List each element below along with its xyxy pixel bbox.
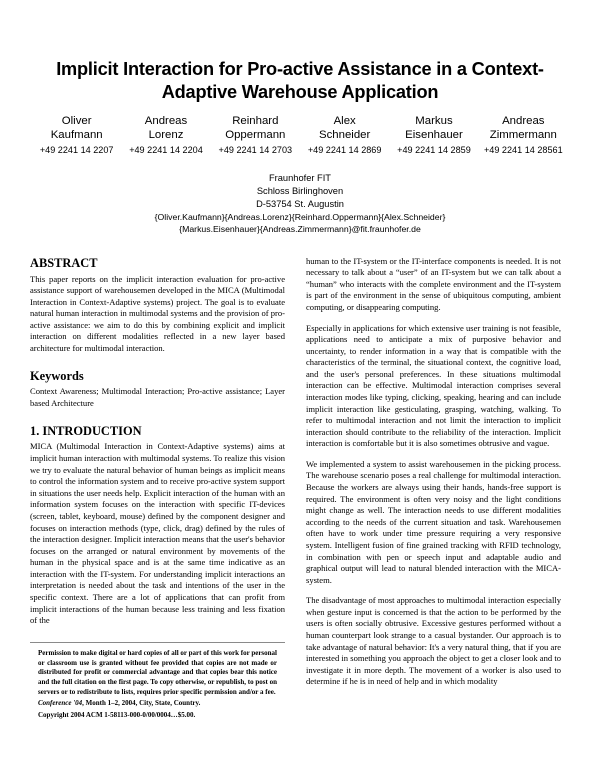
author-first-name: Oliver xyxy=(61,114,92,127)
affiliation-building: Schloss Birlinghoven xyxy=(256,185,344,196)
left-column xyxy=(30,256,285,721)
author-list xyxy=(32,114,568,156)
author-phone: +49 2241 14 2869 xyxy=(307,144,382,155)
copyright-line: Copyright 2004 ACM 1-58113-000-0/00/0004…$5.00. xyxy=(38,710,196,719)
author-phone: +49 2241 14 2703 xyxy=(218,144,293,155)
conference-line xyxy=(38,699,277,709)
author-first-name: Alex xyxy=(333,114,356,127)
affiliation-email-line-1: {Oliver.Kaufmann}{Andreas.Lorenz}{Reinhard.Oppermann}{Alex.Schneider} xyxy=(154,212,446,223)
right-paragraph-1: human to the IT-system or the IT-interface components is needed. It is not necessary to talk about a “user” of an IT-system but we can talk about a “human” who interacts with the complete environment and the IT-system is part of the environment in the sense of ubiquitous computing, ambient computing, or disappearing computing. xyxy=(306,255,561,312)
author-entry xyxy=(479,114,568,156)
keywords-heading: Keywords xyxy=(30,368,84,383)
author-last-name: Schneider xyxy=(319,129,371,142)
author-entry xyxy=(121,114,210,156)
abstract-heading: ABSTRACT xyxy=(30,255,98,270)
right-paragraph-4: The disadvantage of most approaches to multimodal interaction especially when gesture input is concerned is that the action to be performed by the users is often socially obtrusive. Excessive gestures performed without a human counterpart look strange to a casual bystander. Our approach is to take advantage of natural behavior: It's a very natural thing, that if you are interested in something you approach the object to get a closer look and to investigate it in more depth. The movement of a worker is also used to determine if he is in need of help and in which modality xyxy=(306,595,561,687)
keywords-text: Context Awareness; Multimodal Interaction; Pro-active assistance; Layer based Architecture xyxy=(30,386,285,409)
author-phone: +49 2241 14 2859 xyxy=(397,144,471,155)
author-last-name: Eisenhauer xyxy=(405,129,463,142)
author-first-name: Andreas xyxy=(144,114,188,127)
author-entry xyxy=(300,114,389,156)
affiliation-organization: Fraunhofer FIT xyxy=(268,172,331,183)
copyright-notice-box xyxy=(30,642,285,721)
author-entry xyxy=(211,114,300,156)
right-column xyxy=(306,256,561,721)
author-last-name: Kaufmann xyxy=(50,129,103,142)
conference-name: Conference '04 xyxy=(38,698,83,707)
author-last-name: Zimmermann xyxy=(489,129,557,142)
author-entry xyxy=(389,114,478,156)
author-phone: +49 2241 14 28561 xyxy=(483,144,563,155)
right-paragraph-2: Especially in applications for which extensive user training is not feasible, applications need to anticipate a mix of purposive behavior and uncertainty, to render information in a way that is compatible with the characteristics of the terminal, the situational context, the cognitive load, and the user's personal preferences. In these situations multimodal interaction can be effective. Multimodal interaction comprises several interaction modes like typing, clicking, speaking, hearing and can include implicit interaction like gesticulating, grasping, watching, walking. To refer to multimodal interaction and not limit the interaction to implicit interaction should contribute to the reliability of the interaction. Implicit interaction is comfortable but it is also sometimes obtrusive and vague. xyxy=(306,322,561,449)
author-first-name: Reinhard xyxy=(232,114,279,127)
author-phone: +49 2241 14 2204 xyxy=(129,144,203,155)
introduction-paragraph-1: MICA (Multimodal Interaction in Context-Adaptive systems) aims at implicit human interaction with multimodal systems. To realize this vision we try to evaluate the natural behavior of human beings as implicit means to control the information system and to receive pro-active system support in situations the user needs help. Explicit interaction of the human with an information system focuses on the interaction with specific IT-devices (screen, tablet, keyboard, mouse) defined by the component designer and focuses on interaction methods (type, click, drag) defined by the rules of the interaction designer. Implicit interaction means that the user's behavior focuses on the arranged or natural environment by movements of the human in the physical space and is at the same time indicative as an interaction with the IT-system. For understanding implicit interactions an interpretation is needed about the task and intentions of the user in the specific context. There are a lot of applications that can profit from implicit interactions of the human because less training and less fixation of the xyxy=(30,441,285,626)
author-last-name: Oppermann xyxy=(225,129,286,142)
author-entry xyxy=(32,114,121,156)
affiliation-city: D-53754 St. Augustin xyxy=(256,199,344,210)
body-columns xyxy=(30,256,570,721)
conference-details: , Month 1–2, 2004, City, State, Country. xyxy=(82,698,201,707)
author-first-name: Andreas xyxy=(502,114,545,127)
copyright-permission-text: Permission to make digital or hard copies of all or part of this work for personal or classroom use is granted without fee provided that copies are not made or distributed for profit or commercial advantage and that copies bear this notice and the full citation on the first page. To copy otherwise, or republish, to post on servers or to redistribute to lists, requires prior specific permission and/or a fee. xyxy=(38,648,277,696)
author-phone: +49 2241 14 2207 xyxy=(39,144,114,155)
affiliation-email-line-2: {Markus.Eisenhauer}{Andreas.Zimmermann}@fit.fraunhofer.de xyxy=(179,224,421,235)
page-title: Implicit Interaction for Pro-active Assistance in a Context-Adaptive Warehouse Application xyxy=(56,59,544,103)
author-last-name: Lorenz xyxy=(148,129,184,142)
introduction-heading: 1. INTRODUCTION xyxy=(30,423,142,438)
abstract-text: This paper reports on the implicit interaction evaluation for pro-active assistance support of warehousemen developed in the MICA (Multimodal Interaction in Context-Adaptive systems) project. The goal is to evaluate natural human interaction in multimodal systems and the provision of pro-active assistance: we aim to do this by combining explicit and implicit interaction on different modalities reflected in a new layer based architecture for multimodal interaction. xyxy=(30,273,285,353)
author-first-name: Markus xyxy=(415,114,453,127)
affiliation-block xyxy=(30,172,570,236)
right-paragraph-3: We implemented a system to assist warehousemen in the picking process. The warehouse scenario poses a real challenge for multimodal interaction. Because the workers are always using their hands, hands-free support is required. The environment is often very noisy and the light conditions might change as well. The interaction needs to use different modalities according to the needs of the current situation and task. Warehousemen often have to work under time pressure requiring a very responsive system. Intelligent fusion of fine grained tracking with RFID technology, in combination with pen or speech input and adaptable audio and graphical output will lead to natural blended interaction with the MICA-system. xyxy=(306,458,561,585)
